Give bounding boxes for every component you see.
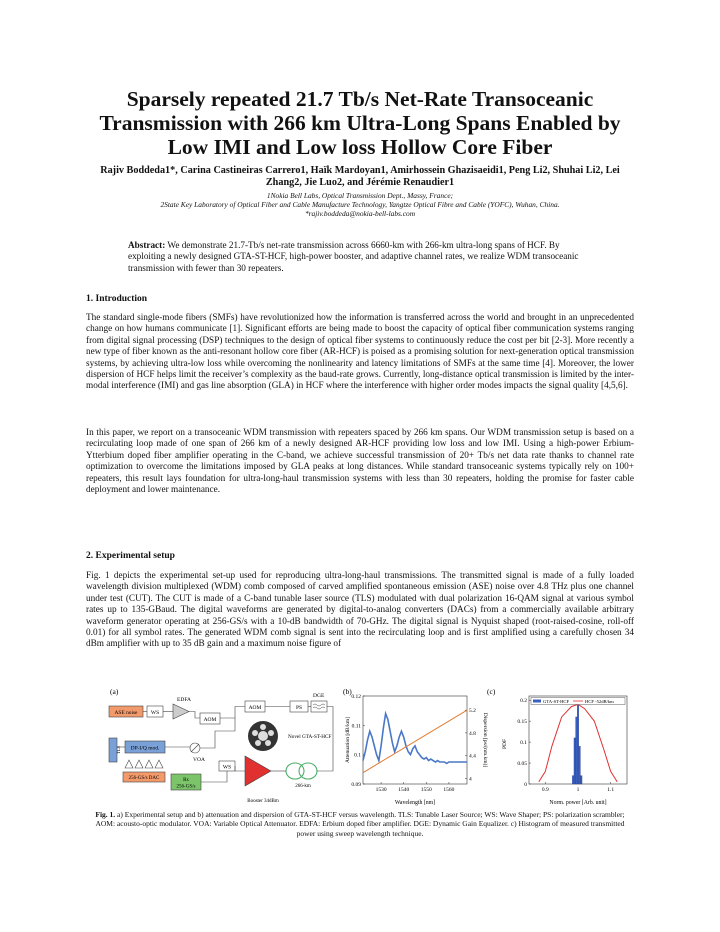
aom-label-2: AOM: [248, 705, 262, 711]
driver-amp-icon-3: [145, 760, 153, 768]
chart-b-frame: [363, 696, 467, 784]
aom-label-1: AOM: [203, 717, 217, 723]
chart-c-xtick-label: 0.9: [541, 787, 549, 793]
chart-b-xlabel: Wavelength [nm]: [394, 800, 436, 806]
legend-label-gta: GTA-ST-HCF: [543, 699, 570, 704]
fiber-tube-icon: [265, 740, 271, 746]
histogram-bar: [572, 776, 574, 784]
link-edfa-aom: [189, 712, 200, 719]
histogram-bar: [580, 776, 582, 784]
chart-c-xlabel: Norm. power [Arb. unit]: [549, 800, 607, 806]
rx-rate-label: 256-GS/s: [176, 784, 196, 790]
paper-title: Sparsely repeated 21.7 Tb/s Net-Rate Transoceanic Transmission with 266 km Ultra-Long Spans Enabled by Low IMI and Low loss Hollow Core Fiber: [99, 87, 621, 159]
caption-text: a) Experimental setup and b) attenuation and dispersion of GTA-ST-HCF versus wavelength. TLS: Tunable Laser Source; WS: Wave Shaper; PS: polarization scrambler; AOM: acousto-optic modulator. VOA: Variable Optical Attenuator. EDFA: Erbium doped fiber amplifier. DGE: Dynamic Gain Equalizer. c) Histogram of measured transmitted power using sweep wavelength technique.: [95, 810, 625, 838]
chart-b-y2tick-label: 4.8: [469, 730, 476, 737]
fiber-spool-icon-2: [299, 763, 317, 779]
paragraph-setup: Fig. 1 depicts the experimental set-up used for reproducing ultra-long-haul transmissions. The transmitted signal is made of a fully loaded wavelength division multiplexed (WDM) comb composed of carved amplified spontaneous emission (ASE) noise over 4.8 THz plus one channel under test (CUT). The CUT is made of a C-band tunable laser source (TLS) modulated with dual polarization 16-QAM signal at various symbol rates up to 135-GBaud. The digital waveforms are generated by digital-to-analog converters (DACs) from a commercially available arbitrary waveform generator operating at 256-GS/s with a 10-dB bandwidth of 70-GHz. The digital signal is Nyquist shaped (root-raised-cosine, roll-off 0.01) for all symbol rates. The generated WDM comb signal is sent into the recirculating loop and is first amplified using a carefully chosen 34 dBm amplifier with up to 35 dB gain and a maximum noise figure of: [86, 571, 634, 650]
ws-label-1: WS: [150, 710, 160, 716]
chart-c-ytick-label: 0: [524, 782, 527, 788]
chart-c-ytick-label: 0.1: [520, 740, 527, 747]
fiber-tube-icon: [252, 730, 258, 736]
paragraph-introduction-1: The standard single-mode fibers (SMFs) have revolutionized how the information is transferred across the world and brought in an unprecedented change on how humans communicate [1]. Significant efforts are being made to boost the capacity of optical fiber communication systems ranging from digital signal processing (DSP) techniques to the design of optical fiber systems to continuously reduce the cost per bit [2-3]. More recently a new type of fiber known as the anti-resonant hollow core fiber (AR-HCF) is poised as a promising solution for next-generation optical transmission systems, by achieving ultra-low loss while overcoming the nonlinearity and latency limitations of SMFs at the same time [4]. Moreover, the lower dispersion of HCF helps limit the receiver’s complexity as the baud-rate grows. Currently, long-distance optical transmission is limited by the inter-modal interference (IMI) and gas line absorption (GLA) in HCF where the interference with higher order modes impacts the signal quality [4,5,6].: [86, 313, 634, 392]
link-aom-aom: [220, 707, 245, 719]
chart-b-y2tick-label: 4: [469, 776, 472, 783]
chart-b-xtick-label: 1560: [443, 787, 455, 793]
chart-b-ytick-label: 0.1: [354, 752, 361, 759]
dge-label: DGE: [313, 693, 325, 699]
driver-amp-icon-1: [125, 760, 133, 768]
link-coupler-booster: [235, 766, 245, 771]
fiber-label: Novel GTA-ST-HCF: [288, 734, 332, 740]
chart-b-xtick-label: 1550: [420, 787, 432, 793]
affiliations: [86, 191, 634, 218]
edfa-label: EDFA: [177, 697, 191, 703]
chart-b-ytick-label: 0.12: [351, 694, 361, 700]
abstract-label: Abstract:: [128, 240, 166, 250]
caption-label: Fig. 1.: [95, 810, 116, 819]
voa-label: VOA: [193, 757, 205, 763]
rx-label: Rx: [183, 778, 189, 783]
chart-b-xtick-label: 1530: [375, 787, 387, 793]
chart-power-histogram: [487, 687, 627, 806]
chart-b-ytick-label: 0.11: [351, 723, 361, 730]
dge-box: [311, 701, 327, 712]
tls-label: TLS: [116, 745, 121, 755]
chart-b-y2tick-label: 4.4: [469, 753, 476, 760]
link-ws-rx: [201, 771, 227, 782]
histogram-bar: [576, 717, 578, 784]
booster-label: Booster 34dBm: [247, 799, 279, 804]
link-spool-loop: [317, 746, 333, 771]
author-list: Rajiv Boddeda1*, Carina Castineiras Carrero1, Haïk Mardoyan1, Amirhossein Ghazisaeidi1, Peng Li2, Shuhai Li2, Lei Zhang2, Jie Luo2, and Jérémie Renaudier1: [100, 165, 620, 188]
legend-label-hcf: HCF -52dB/km: [585, 699, 614, 704]
chart-c-ytick-label: 0.2: [520, 698, 527, 705]
chart-b-y2label: Dispersion [ps/(nm.km)]: [482, 712, 488, 768]
chart-b-xtick-label: 1540: [398, 787, 410, 793]
chart-c-ytick-label: 0.15: [517, 719, 527, 726]
chart-attenuation-dispersion: [343, 687, 489, 806]
chart-c-ytick-label: 0.05: [517, 761, 527, 768]
affiliation-1: 1Nokia Bell Labs, Optical Transmission Dept., Massy, France;: [266, 191, 454, 200]
figure-caption: [86, 810, 634, 838]
chart-b-y2tick-label: 5.2: [469, 708, 476, 715]
chart-c-ylabel: PDF: [502, 738, 508, 750]
panel-b-label: (b): [343, 687, 352, 696]
legend-swatch-gta: [533, 700, 541, 703]
fiber-tube-icon: [268, 730, 274, 736]
contact-email: *rajiv.boddeda@nokia-bell-labs.com: [304, 209, 416, 218]
section-heading-setup: 2. Experimental setup: [86, 551, 175, 561]
setup-diagram: [109, 687, 333, 804]
ws-label-2: WS: [222, 764, 232, 771]
dac-label: 256-GS/s DAC: [128, 776, 160, 781]
fiber-tube-icon: [260, 724, 266, 730]
panel-a-label: (a): [110, 687, 119, 696]
ps-label: PS: [295, 705, 303, 711]
histogram-bar: [577, 700, 579, 784]
abstract: [128, 240, 592, 274]
figure-1: [95, 686, 635, 808]
edfa-amplifier-icon: [173, 704, 189, 719]
driver-amp-icon-2: [135, 760, 143, 768]
abstract-text: We demonstrate 21.7-Tb/s net-rate transmission across 6660-km with 266-km ultra-long spans of HCF. By exploiting a newly designed GTA-ST-HCF, high-power booster, and adaptive channel rates, we realize WDM transoceanic transmission with fewer than 30 repeaters.: [128, 240, 579, 273]
fiber-core-icon: [258, 731, 268, 741]
chart-c-xtick-label: 1.1: [607, 787, 615, 793]
chart-c-xtick-label: 1: [576, 787, 580, 793]
span-label: 266-km: [295, 784, 311, 789]
histogram-bar: [574, 738, 576, 784]
fiber-tube-icon: [255, 740, 261, 746]
booster-amplifier-icon: [245, 756, 271, 786]
histogram-bar: [579, 746, 581, 784]
ase-noise-label: ASE noise: [114, 710, 138, 716]
chart-b-ytick-label: 0.09: [351, 782, 361, 788]
driver-amp-icon-4: [155, 760, 163, 768]
panel-c-label: (c): [487, 687, 496, 696]
affiliation-2: 2State Key Laboratory of Optical Fiber and Cable Manufacture Technology, Yangtze Optical Fibre and Cable (YOFC), Wuhan, China.: [160, 200, 560, 209]
link-dge-loop: [327, 707, 333, 747]
section-heading-introduction: 1. Introduction: [86, 294, 148, 304]
paragraph-introduction-2: In this paper, we report on a transoceanic WDM transmission with repeaters spaced by 266 km spans. Our WDM transmission setup is based on a recirculating loop made of one span of 266 km of a newly designed AR-HCF providing low loss and low IMI. Using a high-power Erbium-Ytterbium doped fiber amplifier operating in the C-band, we achieve successful transmission of 20+ Tb/s net data rate thanks to channel rate optimization to overcome the limitations imposed by GLA peaks at long distances. While standard transoceanic systems typically rely on 100+ repeaters, this result lays foundation for ultra-long-haul transmission systems with less than 30 repeaters, holding the promise for faster cable deployment and lower maintenance.: [86, 428, 634, 496]
chart-b-ylabel: Attenuation [dB/km]: [345, 717, 351, 763]
iq-modulator-label: DP-I/Q mod.: [130, 745, 160, 752]
